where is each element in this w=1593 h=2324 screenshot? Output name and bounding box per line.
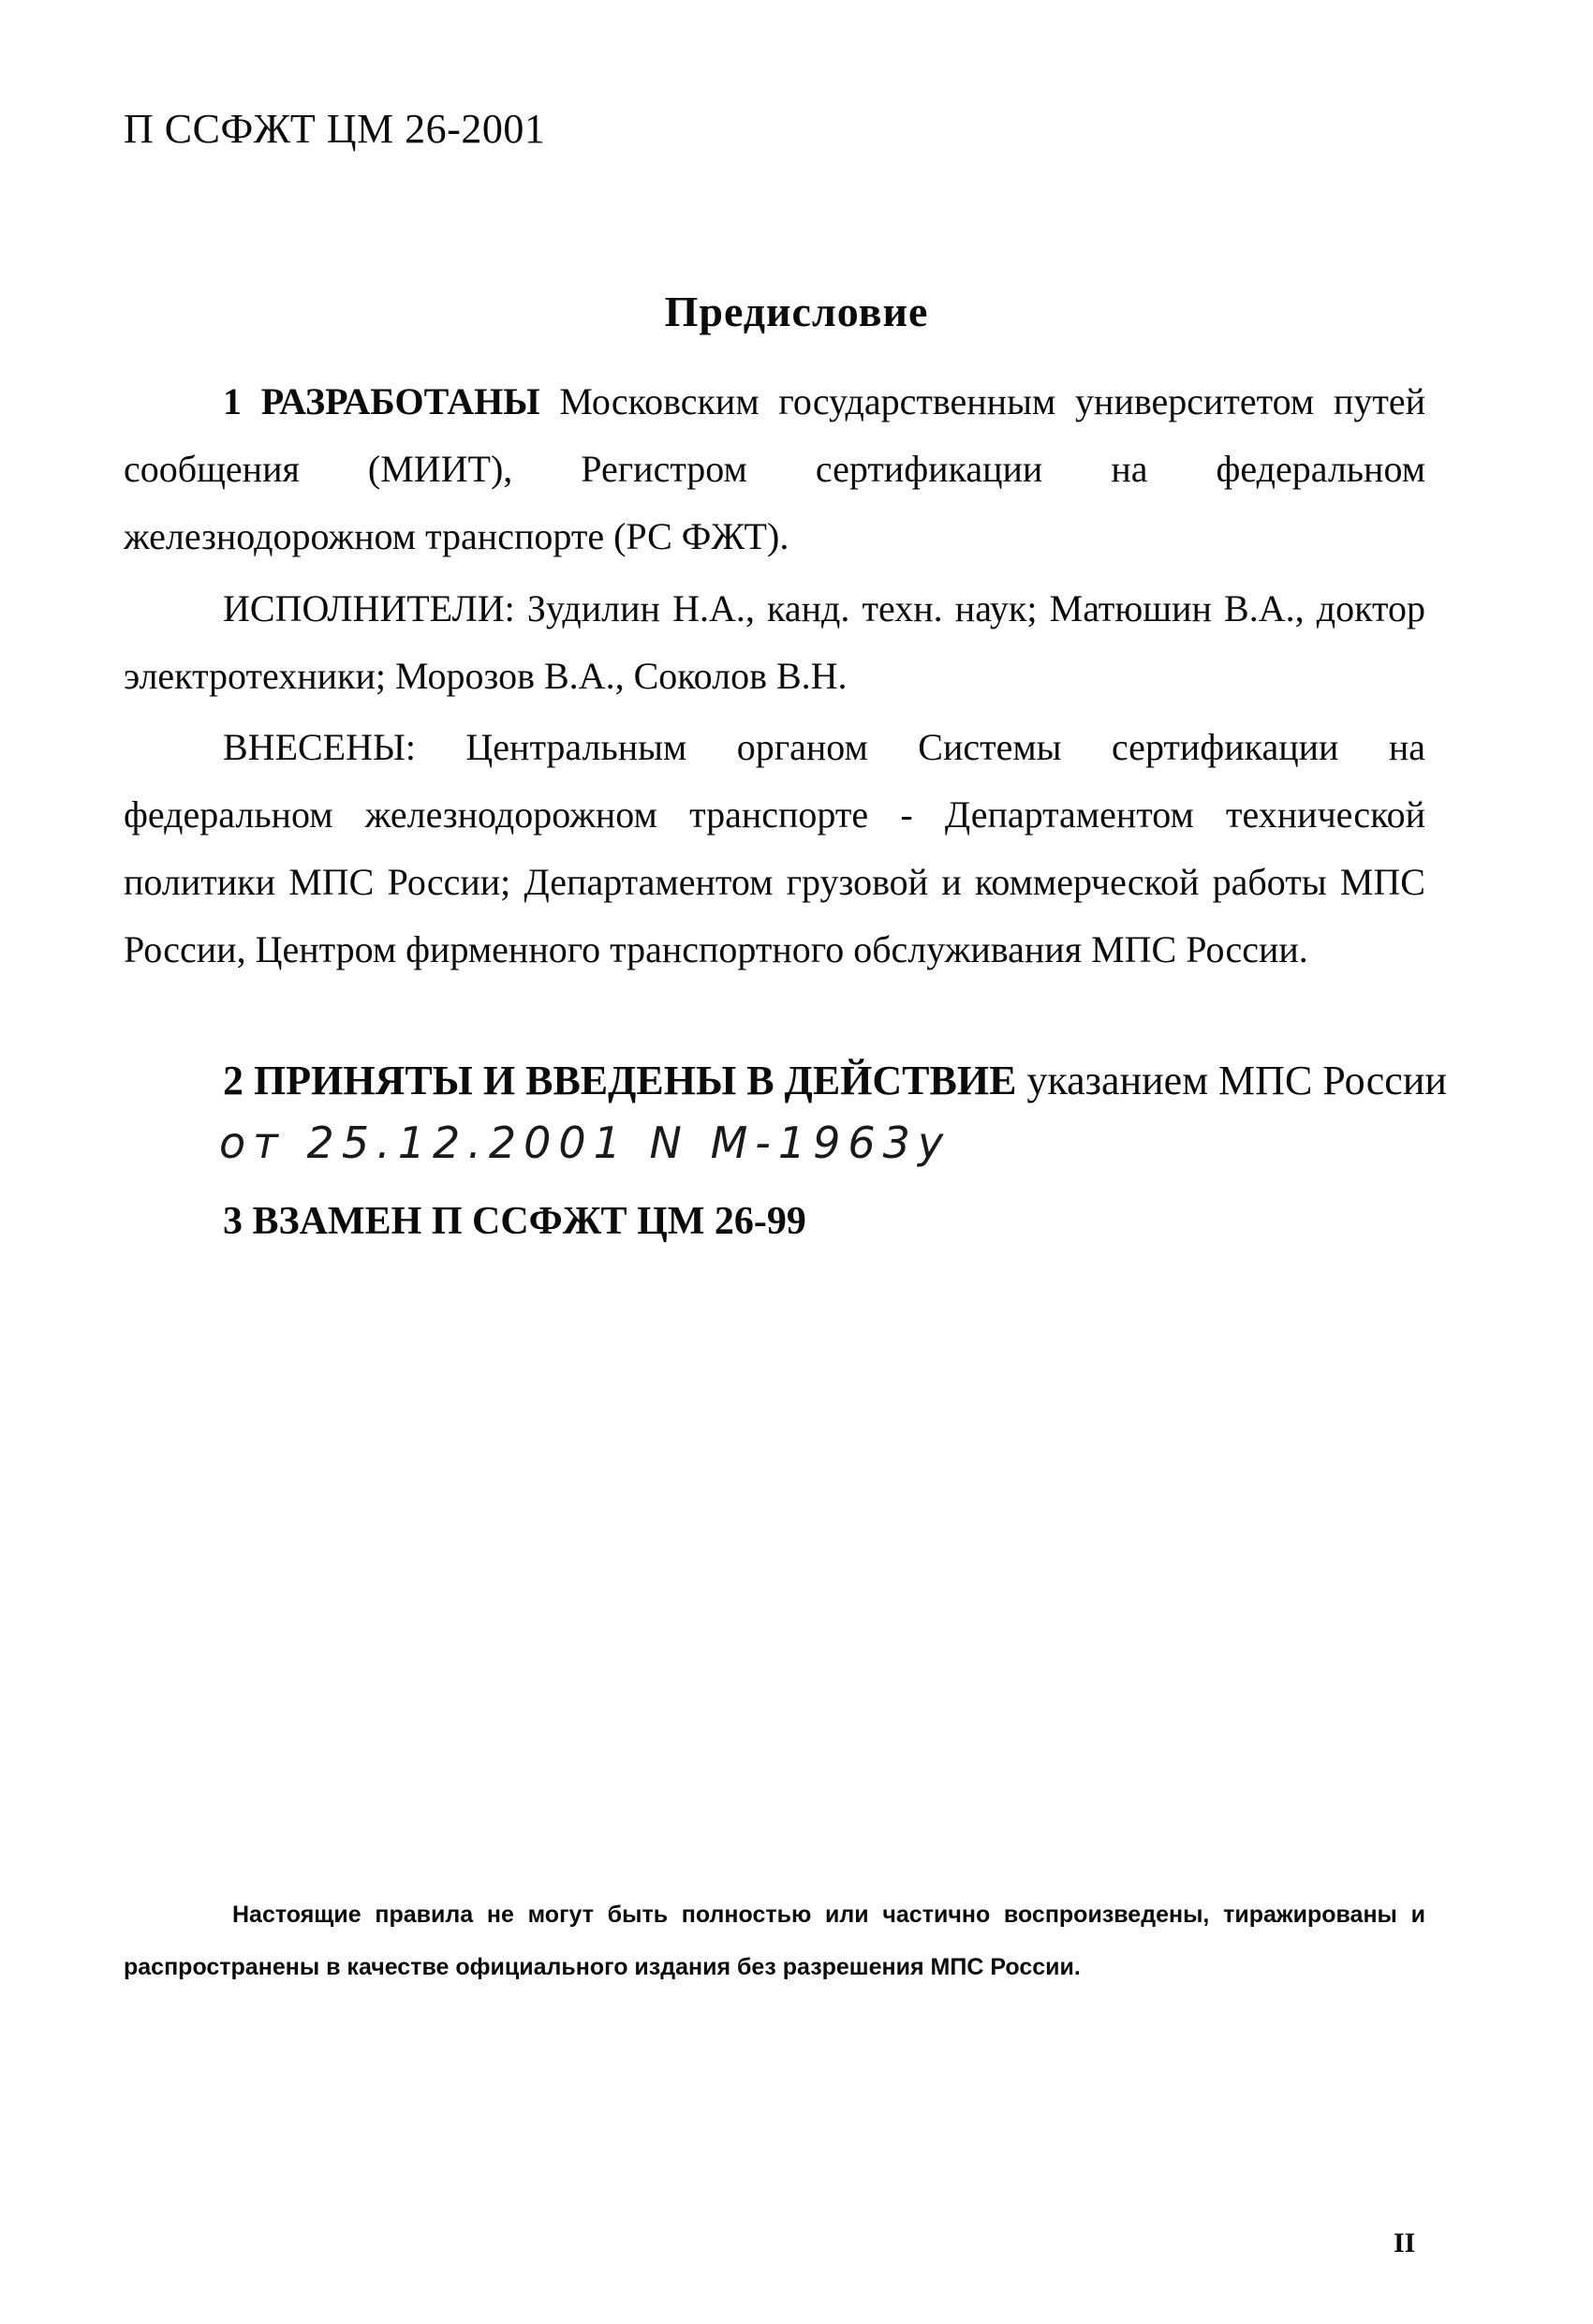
- section-2-label: 2 ПРИНЯТЫ И ВВЕДЕНЫ В ДЕЙСТВИЕ: [223, 1058, 1017, 1103]
- section-1-label: 1 РАЗРАБОТАНЫ: [223, 380, 540, 422]
- handwritten-order-reference: [215, 1096, 965, 1208]
- copyright-notice: Настоящие правила не могут быть полностью или частично воспроизведены, тиражированы и распространены в качестве официального издания без разрешения МПС России.: [124, 1902, 1425, 1980]
- section-1-submitted: ВНЕСЕНЫ: Центральным органом Системы сертификации на федеральном железнодорожном транспорте - Департаментом технической политики МПС России; Департаментом грузовой и коммерческой работы МПС России, Центром фирменного транспортного обслуживания МПС России.: [124, 726, 1425, 970]
- section-1-developed: [124, 368, 1425, 570]
- page-title: Предисловие: [664, 288, 929, 335]
- section-3-replaces: 3 ВЗАМЕН П ССФЖТ ЦМ 26-99: [223, 1200, 806, 1243]
- section-1-executors: ИСПОЛНИТЕЛИ: Зудилин Н.А., канд. техн. наук; Матюшин В.А., доктор электротехники; Морозов В.А., Соколов В.Н.: [124, 587, 1425, 697]
- section-2-text: указанием МПС России: [1016, 1058, 1447, 1103]
- section-1-developed-text: Московским государственным университетом путей сообщения (МИИТ), Регистром сертификации на федеральном железнодорожном транспорте (РС ФЖТ).: [124, 380, 1425, 557]
- handwritten-order-text: от 25.12.2001 N М-1963у: [219, 1118, 951, 1168]
- page-number: II: [1394, 2228, 1416, 2258]
- document-code: П ССФЖТ ЦМ 26-2001: [124, 106, 546, 152]
